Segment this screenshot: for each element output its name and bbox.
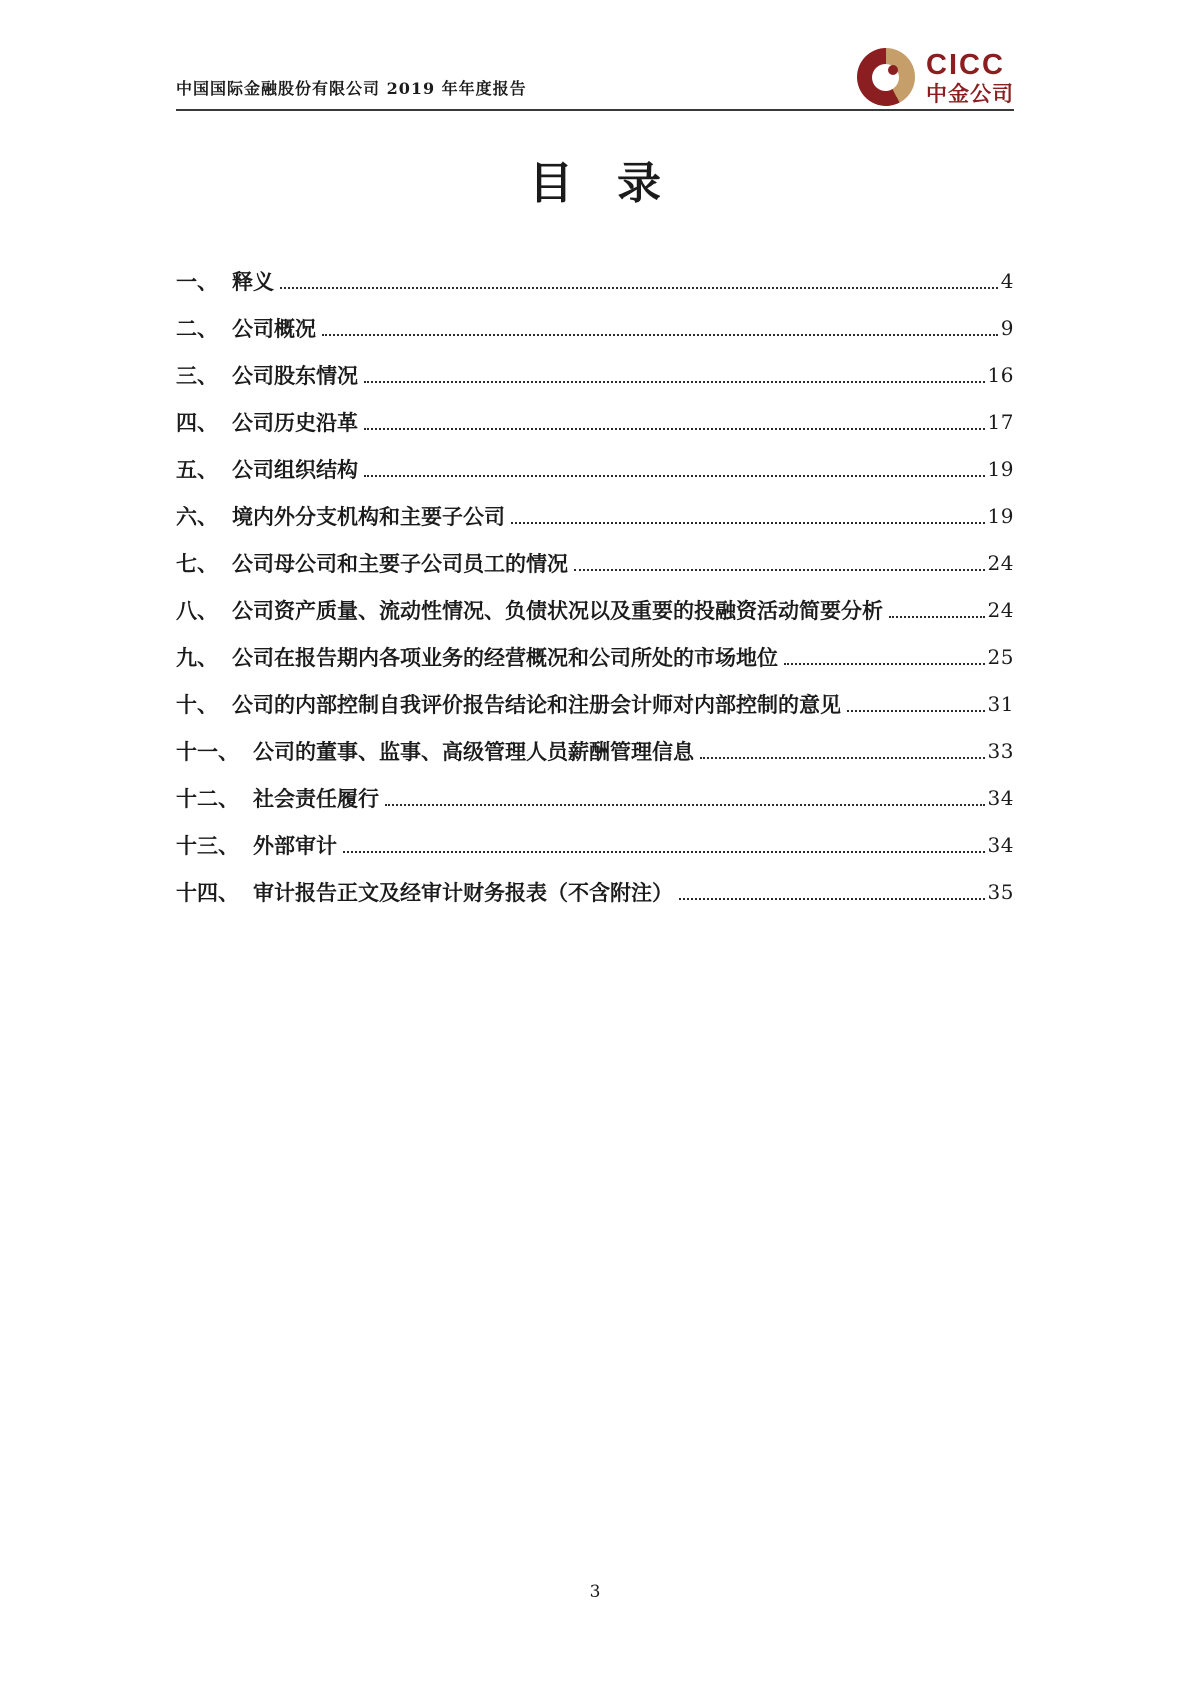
toc-row-number: 十四、: [176, 880, 239, 905]
page-number-footer: 3: [589, 1582, 601, 1602]
toc-dot-leader: [679, 898, 985, 900]
toc-dot-leader: [280, 287, 998, 289]
toc-row: [176, 741, 1014, 762]
cicc-logo-icon: [857, 48, 915, 106]
toc-row: [176, 882, 1014, 903]
toc-row-number: 六、: [176, 504, 218, 529]
toc-row: [176, 271, 1014, 292]
page-header: [176, 0, 1014, 111]
toc-row-title: 公司的内部控制自我评价报告结论和注册会计师对内部控制的意见: [232, 692, 841, 717]
toc-row-title: 审计报告正文及经审计财务报表（不含附注）: [253, 880, 673, 905]
toc-row-title: 公司资产质量、流动性情况、负债状况以及重要的投融资活动简要分析: [232, 598, 883, 623]
toc-dot-leader: [385, 804, 985, 806]
toc-row: [176, 553, 1014, 574]
toc-row-page: 19: [987, 457, 1014, 481]
toc-dot-leader: [784, 663, 985, 665]
cicc-logo: [857, 48, 1014, 107]
toc-row: [176, 647, 1014, 668]
toc-row: [176, 600, 1014, 621]
toc-row-title: 公司的董事、监事、高级管理人员薪酬管理信息: [253, 739, 694, 764]
toc-row: [176, 412, 1014, 433]
toc-dot-leader: [847, 710, 985, 712]
toc-row-page: 34: [987, 786, 1014, 810]
toc-row: [176, 694, 1014, 715]
logo-text: [926, 48, 1014, 106]
toc-dot-leader: [574, 569, 985, 571]
toc-list: [176, 271, 1014, 903]
toc-row: [176, 506, 1014, 527]
toc-row-number: 二、: [176, 316, 218, 341]
logo-brand-en: CICC: [926, 48, 1005, 81]
toc-row-title: 公司组织结构: [232, 457, 358, 482]
toc-row-page: 19: [987, 504, 1014, 528]
toc-row-number: 五、: [176, 457, 218, 482]
logo-brand-cn: 中金公司: [926, 80, 1014, 106]
toc-row-title: 境内外分支机构和主要子公司: [232, 504, 505, 529]
toc-row-page: 24: [987, 598, 1014, 622]
toc-title-char-2: 录: [617, 158, 661, 209]
toc-title: [176, 155, 1014, 213]
toc-row-page: 16: [987, 363, 1014, 387]
toc-row-title: 公司母公司和主要子公司员工的情况: [232, 551, 568, 576]
toc-dot-leader: [364, 428, 985, 430]
toc-row-title: 公司概况: [232, 316, 316, 341]
toc-title-char-1: 目: [529, 158, 573, 209]
toc-row: [176, 835, 1014, 856]
toc-dot-leader: [322, 334, 998, 336]
toc-row-title: 公司在报告期内各项业务的经营概况和公司所处的市场地位: [232, 645, 778, 670]
toc-row-number: 十一、: [176, 739, 239, 764]
toc-row: [176, 788, 1014, 809]
report-title: 中国国际金融股份有限公司 2019 年年度报告: [176, 79, 527, 98]
toc-row-page: 4: [1000, 269, 1014, 293]
toc-row: [176, 365, 1014, 386]
toc-dot-leader: [511, 522, 985, 524]
logo-swirl-dot: [888, 65, 898, 75]
toc-row-page: 35: [987, 880, 1014, 904]
toc-row-number: 四、: [176, 410, 218, 435]
toc-dot-leader: [889, 616, 985, 618]
toc-row-title: 外部审计: [253, 833, 337, 858]
toc-row-title: 社会责任履行: [253, 786, 379, 811]
toc-row-title: 释义: [232, 269, 274, 294]
toc-row-number: 十二、: [176, 786, 239, 811]
toc-row-number: 一、: [176, 269, 218, 294]
toc-row-page: 34: [987, 833, 1014, 857]
toc-dot-leader: [343, 851, 985, 853]
toc-row-number: 十三、: [176, 833, 239, 858]
toc-row: [176, 459, 1014, 480]
toc-row-page: 24: [987, 551, 1014, 575]
toc-row-number: 三、: [176, 363, 218, 388]
toc-row-title: 公司股东情况: [232, 363, 358, 388]
toc-dot-leader: [364, 475, 985, 477]
toc-row-number: 七、: [176, 551, 218, 576]
toc-row-title: 公司历史沿革: [232, 410, 358, 435]
toc-row: [176, 318, 1014, 339]
toc-row-page: 9: [1000, 316, 1014, 340]
toc-row-page: 25: [987, 645, 1014, 669]
toc-row-number: 八、: [176, 598, 218, 623]
toc-row-number: 十、: [176, 692, 218, 717]
toc-dot-leader: [364, 381, 985, 383]
toc-row-page: 33: [987, 739, 1014, 763]
toc-dot-leader: [700, 757, 985, 759]
toc-row-number: 九、: [176, 645, 218, 670]
toc-row-page: 31: [987, 692, 1014, 716]
toc-row-page: 17: [987, 410, 1014, 434]
